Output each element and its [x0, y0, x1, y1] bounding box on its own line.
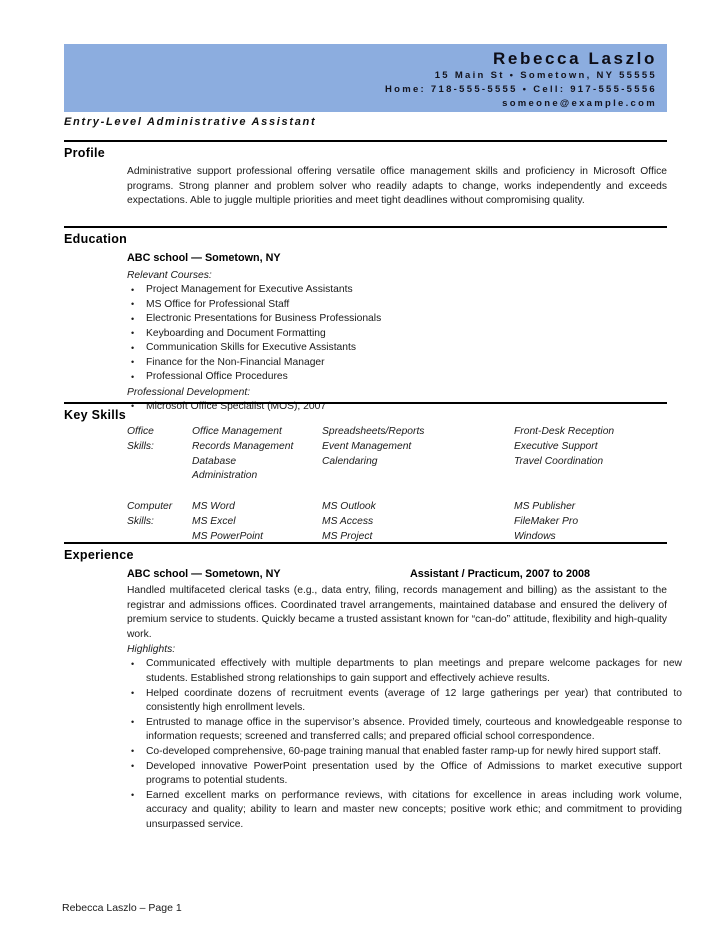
professional-development-label: Professional Development:: [127, 386, 251, 398]
list-item: • Co-developed comprehensive, 60-page training manual that enabled faster ramp-up for newly hired support staff.: [127, 745, 682, 760]
skill-cell: Spreadsheets/Reports: [322, 426, 425, 437]
skill-cell: Calendaring: [322, 455, 378, 467]
skill-cell: Records Management: [192, 440, 294, 452]
computer-skills-label-line2: Skills:: [127, 515, 154, 527]
section-key-skills: [64, 402, 667, 545]
skill-cell: MS Word: [192, 501, 235, 513]
section-profile: [64, 140, 667, 209]
skill-cell: Travel Coordination: [514, 455, 604, 467]
skill-cell: Executive Support: [514, 440, 598, 452]
candidate-address: 15 Main St • Sometown, NY 55555: [434, 70, 657, 81]
job-target-tagline: Entry-Level Administrative Assistant: [64, 116, 317, 128]
section-title-profile: Profile: [64, 146, 105, 160]
experience-heading-row: [127, 566, 667, 582]
list-item: • Professional Office Procedures: [127, 370, 667, 385]
list-item: • Entrusted to manage office in the supervisor’s absence. Provided timely, courteous and knowledgeable response to information requests; screened and transferred calls; and prepared official school correspondence.: [127, 716, 682, 745]
experience-org: ABC school — Sometown, NY: [127, 568, 281, 580]
list-item: • Helped coordinate dozens of recruitment events (average of 12 large gatherings per year) that contributed to consistently high enrollment levels.: [127, 687, 682, 716]
list-item: • Keyboarding and Document Formatting: [127, 327, 667, 342]
skill-cell: MS Outlook: [322, 501, 376, 513]
page-footer: Rebecca Laszlo – Page 1: [62, 902, 182, 914]
section-title-experience: Experience: [64, 548, 134, 562]
section-rule: [64, 226, 667, 228]
list-item: • Earned excellent marks on performance reviews, with citations for excellence in areas including work volume, accuracy and quality; ability to learn and master new concepts; positive work ethic; and commitment to providing unsurpassed service.: [127, 789, 682, 833]
experience-description: Handled multifaceted clerical tasks (e.g., data entry, filing, records management and billing) as the assistant to the registrar and admissions offices. Coordinated travel arrangements, maintained database and ensured the delivery of premium service to students. Quickly became a trusted assistant known for “can-do” attitude, flexibility and high-quality work.: [127, 585, 667, 640]
section-rule: [64, 402, 667, 404]
list-item: • Project Management for Executive Assistants: [127, 283, 667, 298]
skill-cell: MS Project: [322, 530, 373, 542]
skill-cell: Front-Desk Reception: [514, 426, 615, 437]
relevant-courses-label: Relevant Courses:: [127, 270, 212, 281]
list-item: • MS Office for Professional Staff: [127, 298, 667, 313]
office-skills-group: [127, 425, 667, 484]
highlights-label: Highlights:: [127, 644, 176, 656]
profile-text: Administrative support professional offering versatile office management skills and proficiency in Microsoft Office programs. Strong planner and problem solver who readily adapts to change, works independently and exceeds expectations. Able to juggle multiple priorities and meet tight deadlines without compromising quality.: [127, 166, 667, 207]
list-item: • Finance for the Non-Financial Manager: [127, 356, 667, 371]
list-item: • Developed innovative PowerPoint presentation used by the Office of Admissions to market executive support programs to potential students.: [127, 760, 682, 789]
office-skills-label-line1: Office: [127, 426, 154, 437]
section-title-education: Education: [64, 232, 128, 246]
list-item: • Microsoft Office Specialist (MOS), 2007: [127, 400, 667, 415]
candidate-phone: Home: 718-555-5555 • Cell: 917-555-5556: [384, 84, 657, 95]
experience-role: Assistant / Practicum, 2007 to 2008: [410, 568, 591, 580]
list-item: • Electronic Presentations for Business Professionals: [127, 312, 667, 327]
section-rule: [64, 542, 667, 544]
skill-cell: Windows: [514, 530, 556, 542]
relevant-courses-list: [127, 283, 667, 385]
section-rule: [64, 140, 667, 142]
section-experience: [64, 542, 682, 833]
section-title-key-skills: Key Skills: [64, 408, 127, 422]
list-item: • Communication Skills for Executive Assistants: [127, 341, 667, 356]
candidate-email: someone@example.com: [502, 98, 657, 109]
skill-cell: Office Management: [192, 426, 282, 437]
contact-header-bar: [64, 44, 667, 112]
skill-cell: Event Management: [322, 440, 412, 452]
skill-cell: MS Publisher: [514, 501, 576, 513]
skill-cell: Database: [192, 455, 237, 467]
highlights-list: [127, 657, 682, 832]
office-skills-label-line2: Skills:: [127, 440, 154, 452]
skill-cell: MS Excel: [192, 515, 236, 527]
computer-skills-group: [127, 500, 667, 544]
computer-skills-label-line1: Computer: [127, 501, 173, 513]
section-education: [64, 226, 667, 414]
list-item: • Communicated effectively with multiple departments to plan meetings and prepare welcome packages for new students. Established strong relationships to gain support and effectively achieve results.: [127, 657, 682, 686]
skill-cell: MS Access: [322, 515, 374, 527]
skill-cell: FileMaker Pro: [514, 515, 579, 527]
skill-cell: Administration: [192, 470, 258, 482]
skill-cell: MS PowerPoint: [192, 530, 263, 542]
candidate-name: Rebecca Laszlo: [493, 49, 657, 68]
education-school: ABC school — Sometown, NY: [127, 252, 281, 264]
